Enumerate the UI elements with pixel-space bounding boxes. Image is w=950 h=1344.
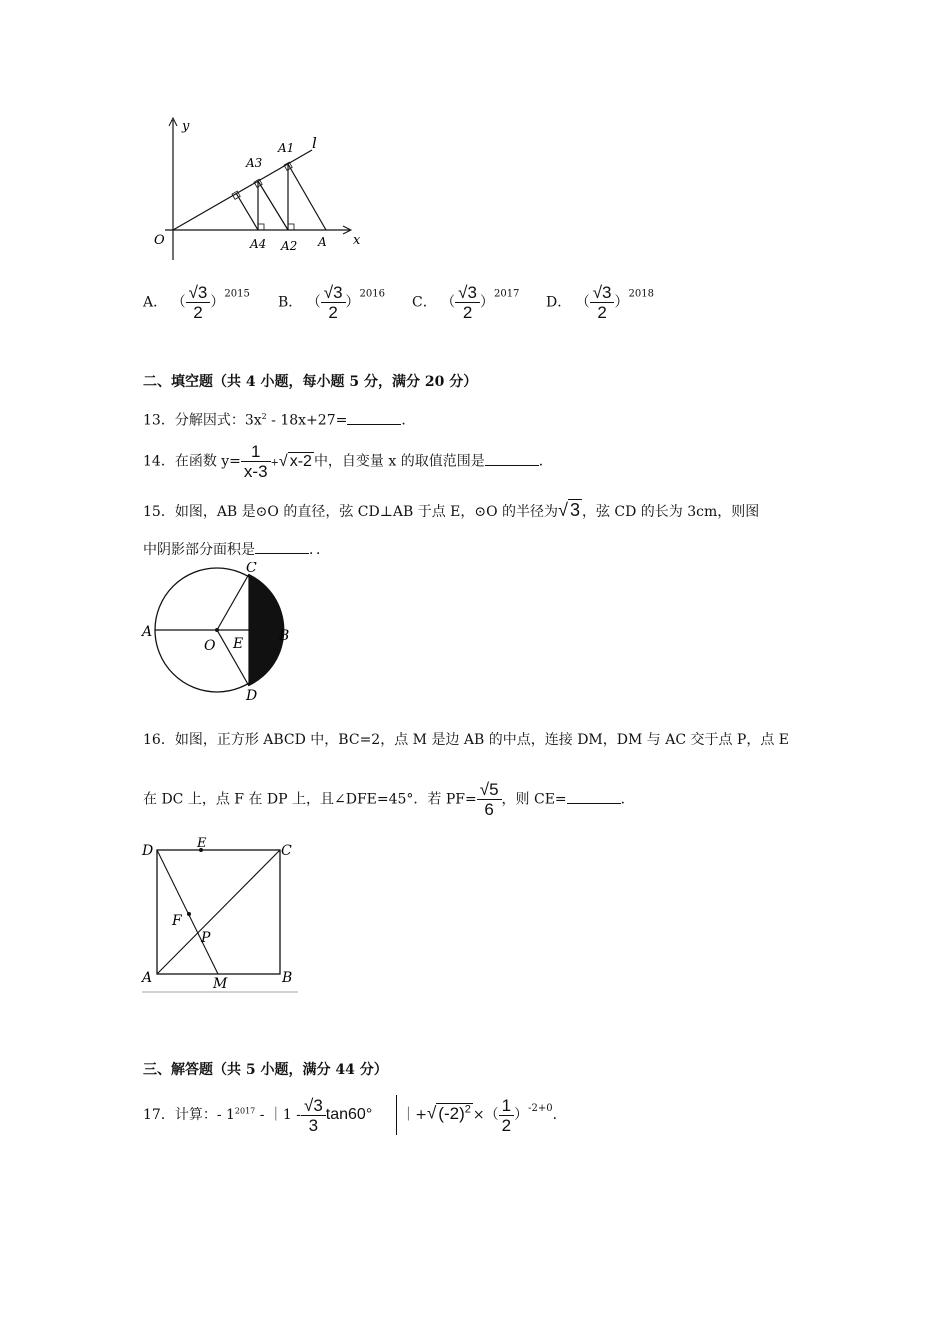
q14-prefix: 14．在函数 y= — [143, 453, 241, 470]
q14-rest: 中，自变量 x 的取值范围是 — [313, 453, 485, 470]
numerator: √3 — [590, 283, 615, 303]
paren-open: （ — [171, 294, 186, 311]
q14-plus: + — [270, 457, 279, 469]
question-15-line-2 — [143, 539, 330, 559]
paren-close: ） — [479, 294, 494, 311]
q17-sqrt-sup: 2 — [464, 1103, 471, 1116]
q17-fraction-2 — [499, 1096, 514, 1135]
denominator: 6 — [484, 800, 494, 819]
exponent: 2017 — [493, 288, 520, 300]
paren-open: （ — [306, 294, 321, 311]
q13-prefix: 13．分解因式：3x — [143, 412, 262, 429]
q17-exp: -2 — [528, 1103, 538, 1114]
section-2-title: 二、填空题（共 4 小题，每小题 5 分，满分 20 分） — [143, 374, 478, 390]
exponent: 2015 — [224, 288, 250, 300]
q13-sup: 2 — [261, 412, 267, 421]
fraction — [590, 283, 615, 322]
q17-sqrt: √ $(-2)^2$ — [426, 1103, 471, 1123]
denominator: 2 — [328, 303, 338, 322]
exponent: 2016 — [359, 288, 385, 300]
option-a[interactable] — [143, 283, 250, 322]
label-e: E — [233, 636, 244, 652]
option-label: A． — [143, 294, 168, 311]
paren-close: ） — [210, 294, 225, 311]
numerator: √5 — [477, 780, 502, 800]
y-axis-label: y — [182, 119, 190, 134]
label-A3: A3 — [246, 156, 263, 170]
numerator: √3 — [321, 283, 346, 303]
q14-sqrt: √ x-2 — [278, 452, 312, 470]
label-A4: A4 — [250, 237, 267, 251]
label-A1: A1 — [278, 141, 295, 155]
section-3-title: 三、解答题（共 5 小题，满分 44 分） — [143, 1062, 388, 1078]
q16-text-b: ，则 CE= — [501, 791, 567, 808]
radicand: 3 — [569, 500, 580, 520]
q17-fraction — [301, 1096, 326, 1135]
segment-A-A1 — [288, 164, 326, 230]
segment-dm — [157, 850, 218, 974]
label-f: F — [172, 913, 182, 929]
exponent: 2018 — [628, 288, 654, 300]
question-16-line-2 — [143, 780, 635, 819]
q15-sqrt: √ 3 — [558, 500, 580, 520]
q15-text-d: ．． — [309, 542, 330, 558]
denominator: 2 — [597, 303, 607, 322]
label-a: A — [142, 970, 153, 986]
right-angle-mark — [258, 224, 264, 230]
q17-sqrt-base: (-2) — [438, 1104, 465, 1123]
label-p: P — [201, 930, 211, 946]
label-c: C — [246, 562, 257, 576]
label-o: O — [204, 638, 216, 654]
label-d: D — [142, 843, 154, 859]
q15-text-a: 15．如图，AB 是⊙O 的直径，弦 CD⊥AB 于点 E，⊙O 的半径为 — [143, 504, 559, 520]
fraction — [455, 283, 480, 322]
figure-12 — [140, 112, 380, 262]
fraction — [186, 283, 211, 322]
line-l-label: l — [312, 134, 317, 152]
q17-times: ×（ — [472, 1107, 499, 1123]
q17-abs-bar — [396, 1095, 397, 1135]
numerator: 1 — [499, 1096, 514, 1116]
q17-sup: 2017 — [234, 1106, 256, 1116]
option-b[interactable] — [278, 283, 385, 322]
point-f — [187, 912, 191, 916]
fraction — [321, 283, 346, 322]
denominator: 2 — [462, 303, 473, 322]
q14-fraction — [241, 442, 271, 481]
q16-answer-blank[interactable] — [567, 789, 621, 804]
denominator: 2 — [193, 303, 203, 322]
question-14 — [143, 442, 553, 481]
numerator: 1 — [241, 442, 271, 462]
q14-answer-blank[interactable] — [485, 451, 539, 466]
q13-answer-blank[interactable] — [347, 410, 401, 425]
q16-text-a: 在 DC 上，点 F 在 DP 上，且∠DFE=45°．若 PF= — [143, 791, 477, 808]
question-17 — [143, 1095, 567, 1135]
figure-16 — [140, 835, 310, 997]
q16-fraction — [477, 780, 502, 819]
option-d[interactable] — [546, 283, 654, 322]
right-angle-mark — [288, 224, 294, 230]
radicand — [436, 1103, 473, 1123]
numerator: √3 — [301, 1096, 326, 1116]
label-m: M — [213, 976, 228, 992]
label-e: E — [197, 836, 207, 851]
denominator: 3 — [308, 1115, 319, 1135]
segment-A2-A3 — [258, 181, 288, 230]
center-dot — [215, 628, 219, 632]
origin-label: O — [154, 233, 165, 248]
radicand: x-2 — [289, 452, 312, 470]
denominator: x-3 — [243, 462, 268, 481]
q15-text-b: ，弦 CD 的长为 3cm，则图 — [581, 504, 760, 520]
q17-close: ） — [514, 1107, 529, 1123]
q17-prefix: 17．计算：- 1 — [143, 1107, 235, 1123]
question-13 — [143, 408, 415, 430]
option-label: B． — [278, 294, 303, 311]
paren-close: ） — [614, 294, 629, 311]
segment-A4-next — [236, 193, 258, 230]
q14-end: ． — [538, 453, 553, 470]
paren-close: ） — [345, 294, 360, 311]
label-A: A — [318, 235, 327, 249]
q17-bar: ｜+ — [401, 1107, 427, 1123]
option-label: D． — [546, 294, 572, 311]
option-c[interactable] — [412, 283, 519, 322]
q13-end: ． — [401, 412, 416, 429]
label-c: C — [281, 843, 292, 859]
denominator: 2 — [501, 1115, 512, 1135]
question-16-line-1: 16．如图，正方形 ABCD 中，BC=2，点 M 是边 AB 的中点，连接 DM，DM 与 AC 交于点 P，点 E — [143, 732, 790, 748]
numerator: √3 — [455, 283, 480, 303]
x-axis-label: x — [353, 233, 361, 248]
segment-oc — [217, 574, 249, 630]
option-label: C． — [412, 294, 437, 311]
numerator: √3 — [186, 283, 211, 303]
question-15-line-1 — [143, 501, 759, 521]
q17-mid: - ｜1 - — [255, 1107, 301, 1123]
label-d: D — [246, 688, 258, 702]
figure-15 — [140, 562, 300, 702]
q13-rest: - 18x+27= — [266, 412, 348, 429]
q15-text-c: 中阴影部分面积是 — [143, 542, 255, 558]
line-l — [173, 150, 312, 230]
q16-end: ． — [620, 791, 635, 808]
q17-tan: tan60° — [325, 1106, 373, 1123]
paren-open: （ — [575, 294, 590, 311]
q15-answer-blank[interactable] — [255, 539, 309, 554]
label-b: B — [282, 970, 293, 986]
paren-open: （ — [441, 294, 456, 311]
q17-tail: +0 — [537, 1103, 553, 1114]
label-A2: A2 — [281, 239, 298, 253]
diagonal-ac — [157, 850, 280, 974]
label-a: A — [142, 624, 153, 640]
q17-end: ． — [552, 1107, 567, 1123]
label-b: B — [279, 628, 290, 644]
